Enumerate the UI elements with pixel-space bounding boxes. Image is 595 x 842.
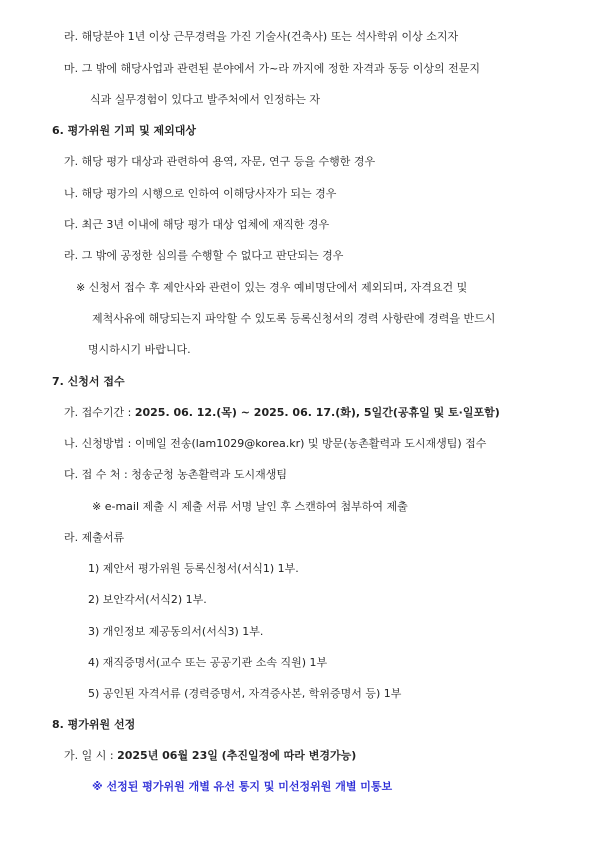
- qualification-item-ra: 라. 해당분야 1년 이상 근무경력을 가진 기술사(건축사) 또는 석사학위 이상 소지자: [64, 30, 459, 43]
- qualification-item-ma-line1: 마. 그 밖에 해당사업과 관련된 분야에서 가~라 까지에 정한 자격과 동등 이상의 전문지: [64, 62, 480, 75]
- section-6-note-line1: ※ 신청서 접수 후 제안사와 관련이 있는 경우 예비명단에서 제외되며, 자격요건 및: [76, 281, 468, 294]
- submission-doc-item: 4) 재직증명서(교수 또는 공공기관 소속 직원) 1부: [88, 656, 328, 669]
- section-6-heading: 6. 평가위원 기피 및 제외대상: [52, 124, 197, 137]
- section-8-heading: 8. 평가위원 선정: [52, 718, 136, 731]
- section-8-notice: ※ 선정된 평가위원 개별 유선 통지 및 미선정위원 개별 미통보: [92, 780, 393, 793]
- qualification-item-ma-line2: 식과 실무경험이 있다고 발주처에서 인정하는 자: [90, 93, 321, 106]
- section-6-note-line3: 명시하시기 바랍니다.: [88, 343, 191, 356]
- submission-doc-item: 2) 보안각서(서식2) 1부.: [88, 593, 207, 606]
- section-6-item-na: 나. 해당 평가의 시행으로 인하여 이해당사자가 되는 경우: [64, 187, 337, 200]
- section-6-item-ga: 가. 해당 평가 대상과 관련하여 용역, 자문, 연구 등을 수행한 경우: [64, 155, 376, 168]
- section-7-item-na: 나. 신청방법 : 이메일 전송(lam1029@korea.kr) 및 방문(농촌활력과 도시재생팀) 접수: [64, 437, 487, 450]
- section-8-item-ga: [64, 749, 356, 763]
- section-7-item-ga: [64, 406, 500, 420]
- submission-doc-item: 5) 공인된 자격서류 (경력증명서, 자격증사본, 학위증명서 등) 1부: [88, 687, 402, 700]
- selection-date-label: 가. 일 시 :: [64, 749, 118, 762]
- section-7-email-note: ※ e-mail 제출 시 제출 서류 서명 날인 후 스캔하여 첨부하여 제출: [92, 500, 408, 513]
- application-period-label: 가. 접수기간 :: [64, 406, 135, 419]
- section-7-heading: 7. 신청서 접수: [52, 375, 125, 388]
- section-6-item-da: 다. 최근 3년 이내에 해당 평가 대상 업체에 재직한 경우: [64, 218, 330, 231]
- section-6-item-ra: 라. 그 밖에 공정한 심의를 수행할 수 없다고 판단되는 경우: [64, 249, 344, 262]
- application-period-value: 2025. 06. 12.(목) ~ 2025. 06. 17.(화), 5일간(공휴일 및 토·일포함): [134, 406, 500, 419]
- section-6-note-line2: 제척사유에 해당되는지 파악할 수 있도록 등록신청서의 경력 사항란에 경력을 반드시: [92, 312, 496, 325]
- selection-date-value: 2025년 06월 23일 (추진일정에 따라 변경가능): [117, 749, 357, 762]
- section-7-item-da: 다. 접 수 처 : 청송군청 농촌활력과 도시재생팀: [64, 468, 287, 481]
- submission-doc-item: 3) 개인정보 제공동의서(서식3) 1부.: [88, 625, 264, 638]
- submission-doc-item: 1) 제안서 평가위원 등록신청서(서식1) 1부.: [88, 562, 299, 575]
- section-7-item-ra: 라. 제출서류: [64, 531, 125, 544]
